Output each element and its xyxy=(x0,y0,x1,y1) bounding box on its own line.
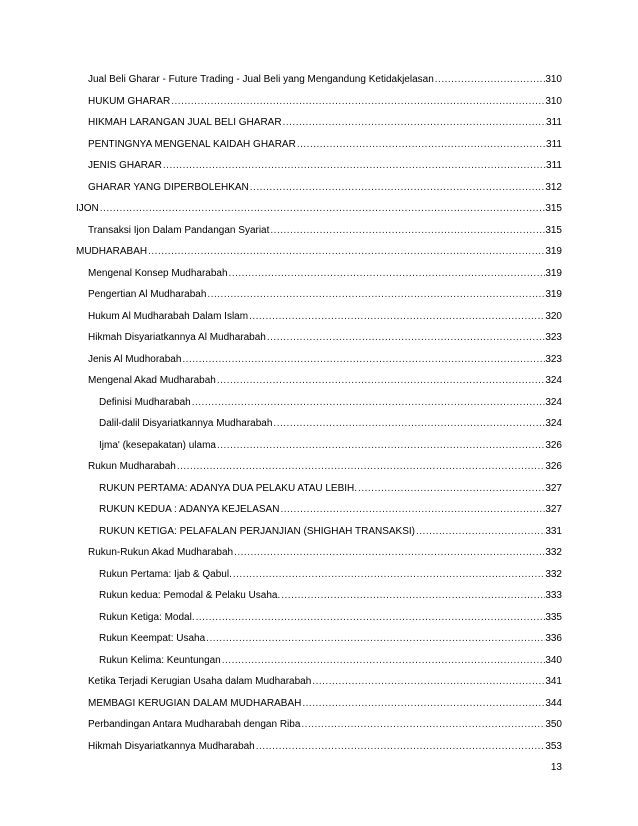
toc-entry[interactable] xyxy=(76,200,562,218)
toc-dot-leader xyxy=(232,566,545,584)
toc-dot-leader xyxy=(221,652,546,670)
toc-entry-title: Mengenal Akad Mudharabah xyxy=(88,375,216,386)
toc-entry[interactable] xyxy=(88,265,562,283)
toc-entry[interactable] xyxy=(88,544,562,562)
toc-entry[interactable] xyxy=(99,609,562,627)
toc-entry-title: Rukun Pertama: Ijab & Qabul. xyxy=(99,568,232,580)
toc-entry-page: 353 xyxy=(545,740,562,752)
toc-entry[interactable] xyxy=(99,630,562,648)
toc-entry-title: IJON xyxy=(76,203,99,214)
toc-entry[interactable] xyxy=(88,136,562,154)
toc-entry[interactable] xyxy=(88,286,562,304)
toc-entry-page: 332 xyxy=(545,547,562,558)
toc-entry-page: 331 xyxy=(545,525,562,537)
toc-dot-leader xyxy=(233,544,545,562)
toc-entry[interactable] xyxy=(99,523,562,541)
toc-entry-page: 324 xyxy=(545,375,562,386)
toc-dot-leader xyxy=(282,114,546,132)
toc-entry[interactable] xyxy=(88,458,562,476)
toc-entry-title: Hukum Al Mudharabah Dalam Islam xyxy=(88,310,249,322)
toc-dot-leader xyxy=(99,200,546,218)
toc-entry-title: PENTINGNYA MENGENAL KAIDAH GHARAR xyxy=(88,138,296,150)
toc-entry-title: Hikmah Disyariatkannya Mudharabah xyxy=(88,740,255,752)
toc-entry-page: 311 xyxy=(546,117,562,128)
toc-dot-leader xyxy=(216,437,545,455)
toc-entry-title: RUKUN PERTAMA: ADANYA DUA PELAKU ATAU LEBIH. xyxy=(99,482,358,494)
toc-entry-page: 327 xyxy=(545,504,562,515)
toc-entry-page: 335 xyxy=(545,611,562,623)
toc-entry[interactable] xyxy=(88,179,562,197)
toc-entry[interactable] xyxy=(88,222,562,240)
toc-entry-page: 333 xyxy=(545,590,562,601)
toc-entry-page: 326 xyxy=(545,439,562,451)
toc-entry[interactable] xyxy=(88,93,562,111)
toc-dot-leader xyxy=(181,351,545,369)
toc-entry-page: 323 xyxy=(545,332,562,343)
toc-entry-title: Rukun Ketiga: Modal. xyxy=(99,611,195,623)
toc-entry[interactable] xyxy=(99,415,562,433)
toc-dot-leader xyxy=(357,480,545,498)
toc-entry-page: 324 xyxy=(545,418,562,429)
toc-entry-title: Rukun-Rukun Akad Mudharabah xyxy=(88,547,234,558)
toc-entry[interactable] xyxy=(88,157,562,175)
toc-dot-leader xyxy=(162,157,546,175)
toc-entry[interactable] xyxy=(88,716,562,734)
toc-entry-page: 319 xyxy=(545,246,562,257)
toc-entry-page: 350 xyxy=(545,719,562,730)
toc-dot-leader xyxy=(228,265,546,283)
toc-entry[interactable] xyxy=(99,501,562,519)
toc-entry-page: 310 xyxy=(545,95,562,107)
toc-entry[interactable] xyxy=(88,738,562,756)
toc-entry[interactable] xyxy=(88,329,562,347)
toc-entry[interactable] xyxy=(99,587,562,605)
toc-dot-leader xyxy=(248,308,545,326)
toc-entry-page: 327 xyxy=(545,482,562,494)
toc-entry-page: 324 xyxy=(545,396,562,408)
toc-dot-leader xyxy=(205,630,545,648)
toc-entry[interactable] xyxy=(99,437,562,455)
toc-entry-page: 315 xyxy=(545,203,562,214)
toc-entry-title: Rukun kedua: Pemodal & Pelaku Usaha. xyxy=(99,590,281,601)
toc-entry-title: Perbandingan Antara Mudharabah dengan Riba xyxy=(88,719,301,730)
toc-entry-page: 315 xyxy=(545,224,562,236)
toc-entry-title: Hikmah Disyariatkannya Al Mudharabah xyxy=(88,332,266,343)
toc-dot-leader xyxy=(434,71,546,89)
toc-entry[interactable] xyxy=(99,566,562,584)
toc-dot-leader xyxy=(170,93,545,111)
toc-entry-page: 326 xyxy=(545,461,562,472)
toc-entry-title: Definisi Mudharabah xyxy=(99,396,191,408)
toc-entry[interactable] xyxy=(99,480,562,498)
toc-entry-title: Rukun Keempat: Usaha xyxy=(99,633,206,644)
toc-dot-leader xyxy=(147,243,545,261)
toc-entry-page: 344 xyxy=(545,697,562,709)
toc-entry-page: 340 xyxy=(545,654,562,666)
toc-entry-title: RUKUN KETIGA: PELAFALAN PERJANJIAN (SHIGHAH TRANSAKSI) xyxy=(99,525,415,537)
toc-entry-title: GHARAR YANG DIPERBOLEHKAN xyxy=(88,181,249,193)
toc-entry-title: Jual Beli Gharar - Future Trading - Jual Beli yang Mengandung Ketidakjelasan xyxy=(88,74,434,85)
toc-dot-leader xyxy=(269,222,545,240)
toc-entry-title: Rukun Mudharabah xyxy=(88,461,176,472)
toc-entry[interactable] xyxy=(88,695,562,713)
toc-entry-page: 319 xyxy=(545,267,562,279)
toc-dot-leader xyxy=(249,179,546,197)
page-number: 13 xyxy=(550,762,562,773)
toc-dot-leader xyxy=(216,372,545,390)
toc-entry-title: JENIS GHARAR xyxy=(88,160,162,171)
toc-entry-page: 312 xyxy=(545,181,562,193)
toc-entry[interactable] xyxy=(88,71,562,89)
toc-entry[interactable] xyxy=(76,243,562,261)
toc-dot-leader xyxy=(266,329,545,347)
toc-entry[interactable] xyxy=(88,673,562,691)
toc-entry-page: 320 xyxy=(545,310,562,322)
toc-entry-title: Jenis Al Mudhorabah xyxy=(88,353,182,365)
toc-entry-title: RUKUN KEDUA : ADANYA KEJELASAN xyxy=(99,504,280,515)
toc-entry-title: HUKUM GHARAR xyxy=(88,95,171,107)
toc-entry[interactable] xyxy=(88,308,562,326)
toc-entry-title: MEMBAGI KERUGIAN DALAM MUDHARABAH xyxy=(88,697,302,709)
toc-dot-leader xyxy=(191,394,546,412)
toc-entry-title: Dalil-dalil Disyariatkannya Mudharabah xyxy=(99,418,273,429)
toc-entry[interactable] xyxy=(99,394,562,412)
toc-dot-leader xyxy=(311,673,545,691)
toc-dot-leader xyxy=(296,136,546,154)
toc-entry-title: HIKMAH LARANGAN JUAL BELI GHARAR xyxy=(88,117,282,128)
toc-dot-leader xyxy=(176,458,545,476)
toc-entry-page: 311 xyxy=(546,138,562,150)
toc-dot-leader xyxy=(280,587,545,605)
toc-dot-leader xyxy=(206,286,545,304)
toc-entry-page: 341 xyxy=(545,676,562,687)
toc-entry-title: MUDHARABAH xyxy=(76,246,148,257)
toc-entry[interactable] xyxy=(88,372,562,390)
toc-dot-leader xyxy=(255,738,546,756)
toc-dot-leader xyxy=(195,609,546,627)
toc-dot-leader xyxy=(301,695,545,713)
toc-entry[interactable] xyxy=(88,114,562,132)
toc-entry-title: Rukun Kelima: Keuntungan xyxy=(99,654,221,666)
toc-entry-page: 310 xyxy=(545,74,562,85)
toc-entry-title: Transaksi Ijon Dalam Pandangan Syariat xyxy=(88,224,270,236)
toc-dot-leader xyxy=(272,415,545,433)
toc-entry-page: 311 xyxy=(546,160,562,171)
toc-entry-title: Ketika Terjadi Kerugian Usaha dalam Mudharabah xyxy=(88,676,312,687)
toc-entry[interactable] xyxy=(99,652,562,670)
toc-entry-page: 336 xyxy=(545,633,562,644)
toc-entry-page: 332 xyxy=(545,568,562,580)
toc-dot-leader xyxy=(279,501,545,519)
toc-entry-page: 319 xyxy=(545,289,562,300)
toc-entry-title: Ijma' (kesepakatan) ulama xyxy=(99,439,216,451)
toc-entry[interactable] xyxy=(88,351,562,369)
toc-dot-leader xyxy=(300,716,545,734)
toc-entry-page: 323 xyxy=(545,353,562,365)
toc-entry-title: Mengenal Konsep Mudharabah xyxy=(88,267,228,279)
toc-dot-leader xyxy=(415,523,545,541)
toc-entry-title: Pengertian Al Mudharabah xyxy=(88,289,207,300)
